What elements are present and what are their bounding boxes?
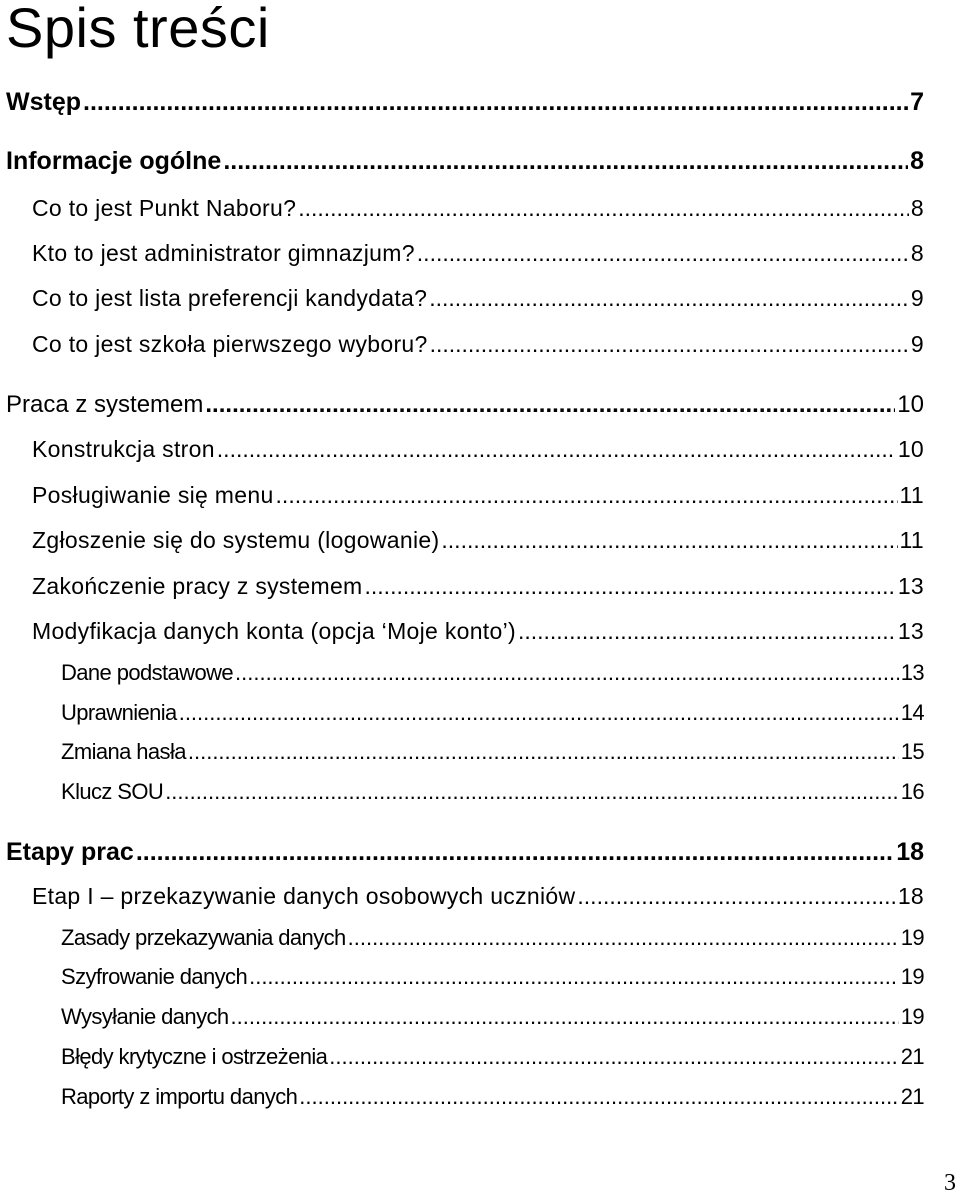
toc-leader-dots <box>205 391 895 419</box>
toc-entry[interactable] <box>32 285 924 312</box>
toc-entry[interactable] <box>61 739 924 765</box>
toc-entry[interactable] <box>32 240 924 267</box>
toc-entry-label: Szyfrowanie danych <box>61 964 248 989</box>
toc-entry[interactable] <box>61 964 924 990</box>
toc-entry[interactable] <box>32 883 924 910</box>
toc-leader-dots <box>165 779 899 805</box>
toc-entry-page: 11 <box>899 482 924 508</box>
toc-entry-label: Raporty z importu danych <box>61 1084 298 1109</box>
toc-entry-page: 8 <box>910 147 924 175</box>
toc-entry-page: 8 <box>910 240 924 266</box>
toc-entry-label: Wysyłanie danych <box>61 1004 229 1029</box>
toc-entry-label: Uprawnienia <box>61 700 177 725</box>
toc-leader-dots <box>430 331 909 358</box>
toc-entry-label: Zgłoszenie się do systemu (logowanie) <box>32 527 440 553</box>
toc-leader-dots <box>136 838 894 867</box>
toc-entry-label: Zakończenie pracy z systemem <box>32 573 363 599</box>
toc-entry-label: Kto to jest administrator gimnazjum? <box>32 240 415 266</box>
toc-entry-label: Klucz SOU <box>61 779 164 804</box>
toc-entry-label: Dane podstawowe <box>61 660 234 685</box>
toc-leader-dots <box>83 88 908 117</box>
toc-entry-page: 8 <box>910 195 924 221</box>
toc-entry-label: Wstęp <box>6 88 81 116</box>
toc-entry-label: Praca z systemem <box>6 391 204 418</box>
page-number: 3 <box>944 1170 956 1196</box>
toc-entry-page: 13 <box>897 573 924 599</box>
toc-entry-label: Etap I – przekazywanie danych osobowych uczniów <box>32 883 576 909</box>
toc-entry-page: 9 <box>910 331 924 357</box>
toc-entry-label: Modyfikacja danych konta (opcja ‘Moje konto’) <box>32 618 516 644</box>
toc-leader-dots <box>249 964 899 990</box>
toc-entry-label: Co to jest szkoła pierwszego wyboru? <box>32 331 428 357</box>
toc-leader-dots <box>188 739 899 765</box>
toc-entry[interactable] <box>6 391 924 419</box>
toc-leader-dots <box>179 700 899 726</box>
toc-leader-dots <box>365 573 896 600</box>
toc-leader-dots <box>518 618 896 645</box>
toc-entry-label: Informacje ogólne <box>6 147 222 175</box>
toc-entry-label: Konstrukcja stron <box>32 436 215 462</box>
toc-leader-dots <box>231 1004 899 1030</box>
toc-entry-page: 16 <box>900 779 924 804</box>
toc-entry-label: Błędy krytyczne i ostrzeżenia <box>61 1044 328 1069</box>
toc-entry-page: 14 <box>900 700 924 725</box>
toc-leader-dots <box>329 1044 898 1070</box>
toc-entry[interactable] <box>32 195 924 222</box>
toc-entry-label: Co to jest Punkt Naboru? <box>32 195 297 221</box>
toc-entry-page: 11 <box>899 527 924 553</box>
toc-entry[interactable] <box>6 838 924 867</box>
page-title: Spis treści <box>6 0 270 59</box>
toc-entry[interactable] <box>32 618 924 645</box>
toc-entry-page: 10 <box>897 436 924 462</box>
toc-entry[interactable] <box>6 147 924 176</box>
toc-leader-dots <box>348 925 899 951</box>
toc-entry[interactable] <box>32 436 924 463</box>
toc-entry[interactable] <box>61 660 924 686</box>
toc-entry[interactable] <box>32 331 924 358</box>
toc-leader-dots <box>223 147 908 176</box>
toc-leader-dots <box>429 285 909 312</box>
toc-leader-dots <box>299 1084 898 1110</box>
toc-leader-dots <box>217 436 896 463</box>
toc-entry[interactable] <box>32 482 924 509</box>
toc-entry[interactable] <box>61 925 924 951</box>
toc-leader-dots <box>441 527 897 554</box>
toc-entry-label: Co to jest lista preferencji kandydata? <box>32 285 428 311</box>
toc-entry-page: 13 <box>897 618 924 644</box>
toc-entry[interactable] <box>61 779 924 805</box>
toc-entry-page: 21 <box>900 1084 924 1109</box>
toc-entry-page: 15 <box>900 739 924 764</box>
toc-leader-dots <box>577 883 895 910</box>
toc-entry[interactable] <box>61 1084 924 1110</box>
toc-entry-label: Zasady przekazywania danych <box>61 925 346 950</box>
toc-entry-page: 19 <box>900 925 924 950</box>
toc-entry-page: 19 <box>900 964 924 989</box>
toc-entry[interactable] <box>61 1044 924 1070</box>
toc-entry-page: 13 <box>900 660 924 685</box>
toc-entry-page: 9 <box>910 285 924 311</box>
toc-entry[interactable] <box>6 88 924 117</box>
toc-entry-page: 18 <box>896 838 924 866</box>
toc-entry-page: 18 <box>897 883 924 909</box>
toc-entry-page: 10 <box>897 391 924 418</box>
toc-entry[interactable] <box>32 573 924 600</box>
toc-entry-page: 7 <box>910 88 924 116</box>
toc-entry-page: 21 <box>900 1044 924 1069</box>
toc-entry-label: Zmiana hasła <box>61 739 186 764</box>
toc-entry-label: Posługiwanie się menu <box>32 482 274 508</box>
toc-entry[interactable] <box>32 527 924 554</box>
toc-entry-label: Etapy prac <box>6 838 134 866</box>
toc-leader-dots <box>298 195 909 222</box>
toc-entry-page: 19 <box>900 1004 924 1029</box>
toc-entry[interactable] <box>61 1004 924 1030</box>
toc-entry[interactable] <box>61 700 924 726</box>
toc-leader-dots <box>417 240 909 267</box>
toc-leader-dots <box>235 660 899 686</box>
toc-leader-dots <box>276 482 898 509</box>
